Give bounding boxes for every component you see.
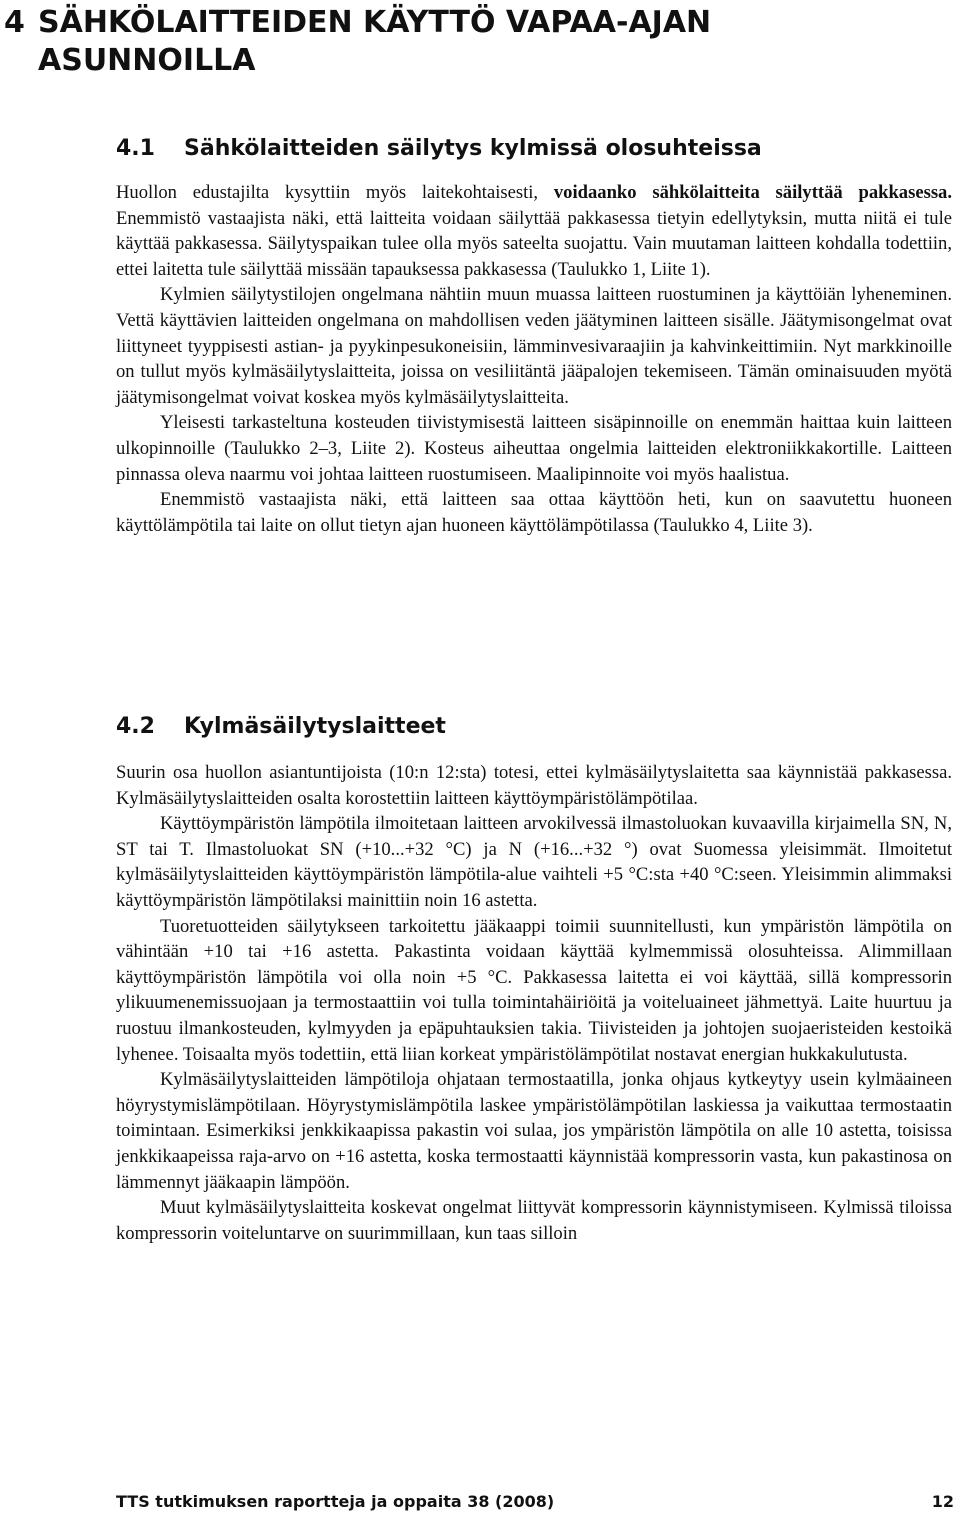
section-body-4-2: [116, 760, 952, 1246]
section-title: Sähkölaitteiden säilytys kylmissä olosuhteissa: [184, 136, 762, 161]
text-run: Enemmistö vastaajista näki, että laitteita voidaan säilyttää pakkasessa tietyin edellytyksin, mutta niitä ei tule käyttää pakkasessa. Säilytyspaikan tulee olla myös sateelta suojattu. Vain muutaman laitteen kohdalla todettiin, ettei laitetta tule säilyttää missään tapauksessa pakkasessa (Taulukko 1, Liite 1).: [116, 207, 952, 280]
bold-text: voidaanko sähkölaitteita säilyttää pakkasessa.: [553, 182, 953, 203]
section-number: 4.1: [116, 136, 155, 161]
section-number: 4.2: [116, 714, 155, 739]
chapter-title-line2: ASUNNOILLA: [38, 43, 256, 78]
paragraph: Kylmien säilytystilojen ongelmana nähtiin muun muassa laitteen ruostuminen ja käyttöiän lyheneminen. Vettä käyttävien laitteiden ongelmana on mahdollisen veden jäätyminen laitteen sisälle. Jäätymisongelmat ovat liittyneet tyyppisesti astian- ja pyykinpesukoneisiin, lämminvesivaraajiin ja kahvinkeittimiin. Nyt markkinoille on tullut myös kylmäsäilytyslaitteita, joissa on vesiliitäntä jääpalojen tekemiseen. Tämän ominaisuuden myötä jäätymisongelmat voivat koskea myös kylmäsäilytyslaitteita.: [116, 284, 952, 408]
section-title: Kylmäsäilytyslaitteet: [184, 714, 446, 739]
footer-series: TTS tutkimuksen raportteja ja oppaita 38 (2008): [116, 1492, 555, 1511]
paragraph: Suurin osa huollon asiantuntijoista (10:n 12:sta) totesi, ettei kylmäsäilytyslaitetta saa käynnistää pakkasessa. Kylmäsäilytyslaitteiden osalta korostettiin laitteen käyttöympäristölämpötilaa.: [116, 762, 952, 809]
chapter-heading: [4, 4, 944, 80]
paragraph: Kylmäsäilytyslaitteiden lämpötiloja ohjataan termostaatilla, jonka ohjaus kytkeytyy usein kylmäaineen höyrystymislämpötilaan. Höyrystymislämpötila laskee ympäristölämpötilan laskiessa ja vaikuttaa termostaatin toimintaan. Esimerkiksi jenkkikaapissa pakastin voi sulaa, jos ympäristön lämpötila on alle 10 astetta, toisissa jenkkikaapeissa raja-arvo on +16 astetta, koska termostaatti käynnistää kompressorin vasta, kun pakastinosa on lämmennyt jääkaapin lämpöön.: [116, 1069, 952, 1193]
text-run: Huollon edustajilta kysyttiin myös laitekohtaisesti,: [116, 182, 554, 203]
paragraph: Tuoretuotteiden säilytykseen tarkoitettu jääkaappi toimii suunnitellusti, kun ympäristön lämpötila on vähintään +10 tai +16 astetta. Pakastinta voidaan käyttää kylmemmissä olosuhteissa. Alimmillaan käyttöympäristön lämpötila voi olla noin +5 °C. Pakkasessa laitetta ei voi käyttää, sillä kompressorin ylikuumenemissuojaan ja termostaattiin voi tulla toimintahäiriöitä ja voiteluaineet jähmettyä. Laite huurtuu ja ruostuu ilmankosteuden, kylmyyden ja epäpuhtauksien takia. Tiivisteiden ja johtojen suojaeristeiden kestoikä lyhenee. Toisaalta myös todettiin, että liian korkeat ympäristölämpötilat nostavat energian hukkakulutusta.: [116, 915, 952, 1065]
paragraph: Yleisesti tarkasteltuna kosteuden tiivistymisestä laitteen sisäpinnoille on enemmän haittaa kuin laitteen ulkopinnoille (Taulukko 2–3, Liite 2). Kosteus aiheuttaa ongelmia laitteiden elektroniikkakortille. Laitteen pinnassa oleva naarmu voi johtaa laitteen ruostumiseen. Maalipinnoite voi myös haalistua.: [116, 412, 952, 485]
chapter-number: 4: [4, 5, 25, 40]
page-footer: [116, 1492, 954, 1512]
chapter-title-line1: SÄHKÖLAITTEIDEN KÄYTTÖ VAPAA-AJAN: [38, 5, 712, 40]
page-number: 12: [931, 1492, 954, 1511]
paragraph: Enemmistö vastaajista näki, että laitteen saa ottaa käyttöön heti, kun on saavutettu huoneen käyttölämpötila tai laite on ollut tietyn ajan huoneen käyttölämpötilassa (Taulukko 4, Liite 3).: [116, 489, 952, 536]
section-body-4-1: [116, 180, 952, 538]
section-heading-4-1: [116, 134, 936, 164]
paragraph: [116, 180, 952, 282]
section-heading-4-2: [116, 712, 936, 742]
paragraph: Käyttöympäristön lämpötila ilmoitetaan laitteen arvokilvessä ilmastoluokan kuvaavilla kirjaimella SN, N, ST tai T. Ilmastoluokat SN (+10...+32 °C) ja N (+16...+32 °) ovat Suomessa yleisimmät. Ilmoitetut kylmäsäilytyslaitteiden käyttöympäristön lämpötila-alue vaihteli +5 °C:sta +40 °C:seen. Yleisimmin alimmaksi käyttöympäristön lämpötilaksi mainittiin noin 16 astetta.: [116, 813, 952, 911]
paragraph: Muut kylmäsäilytyslaitteita koskevat ongelmat liittyvät kompressorin käynnistymiseen. Kylmissä tiloissa kompressorin voiteluntarve on suurimmillaan, kun taas silloin: [116, 1197, 952, 1244]
